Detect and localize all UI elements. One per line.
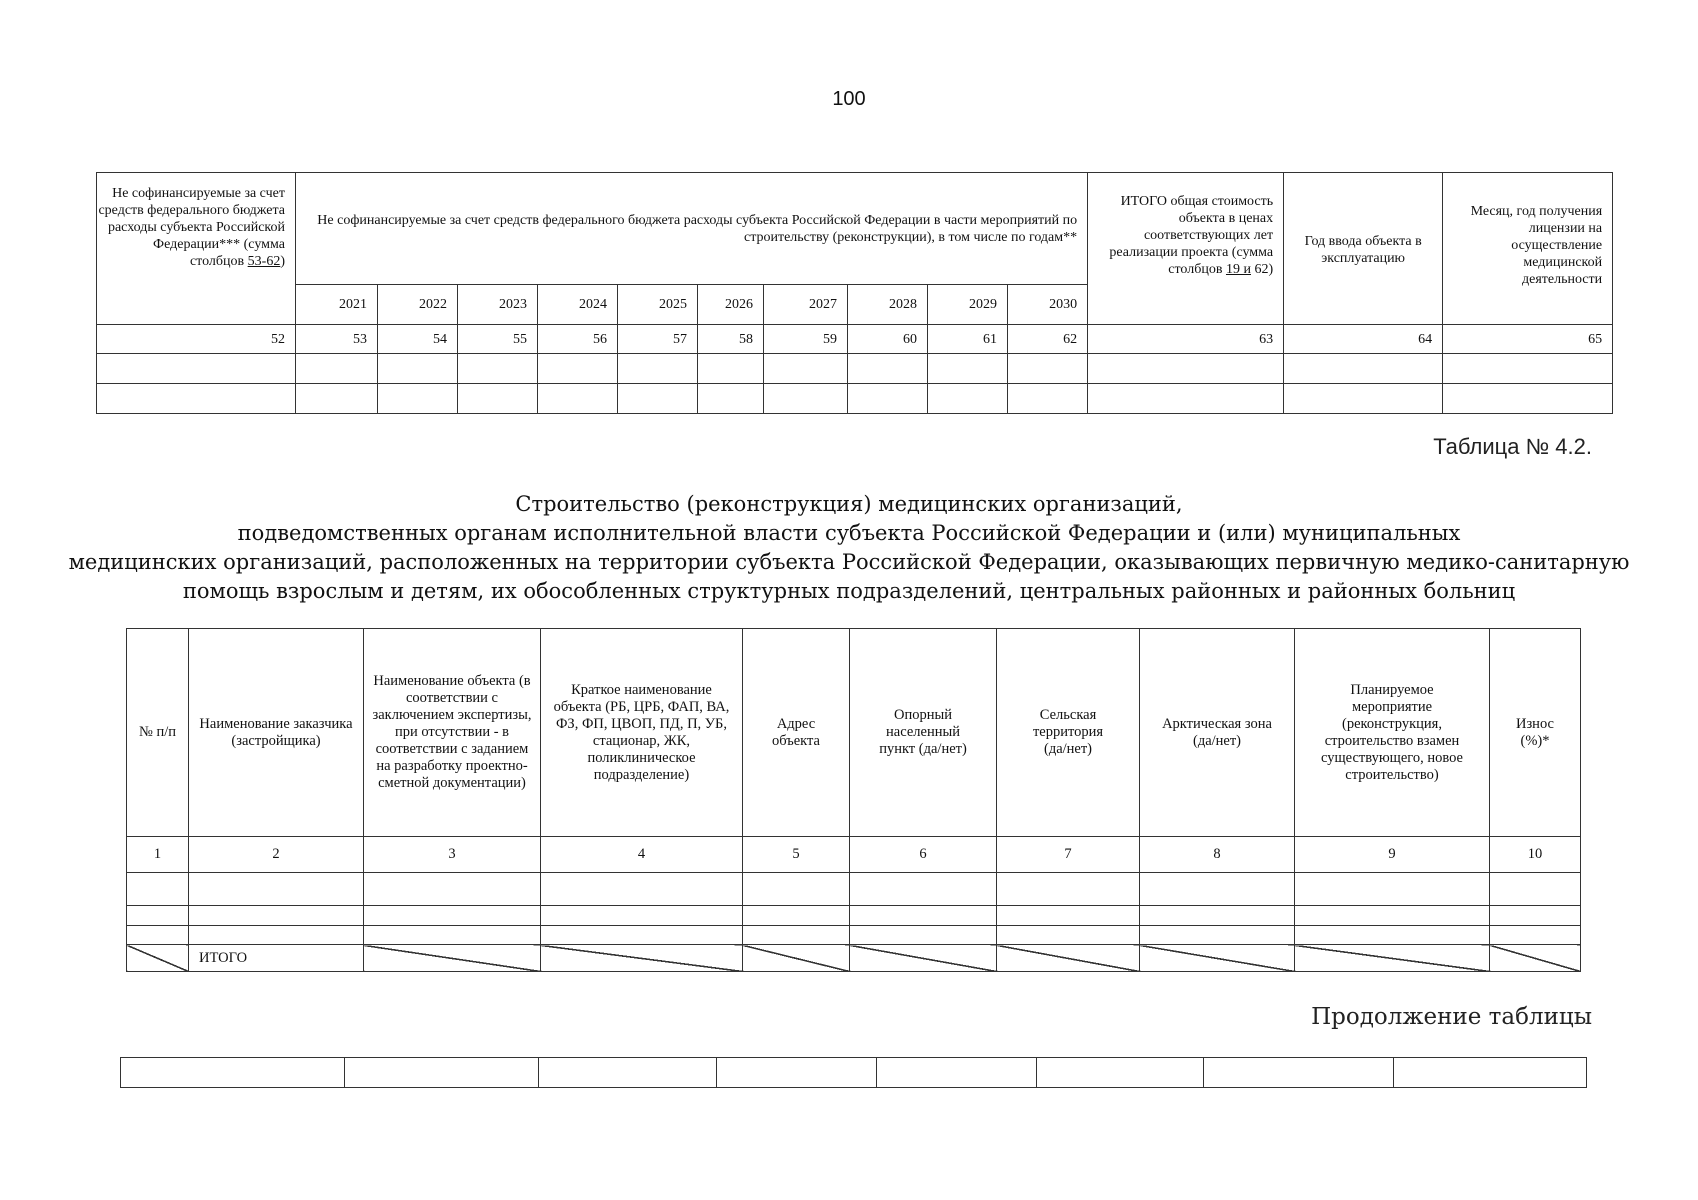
column-number: 58 [698, 325, 764, 354]
title-line: подведомственных органам исполнительной власти субъекта Российской Федерации и (или) муниципальных [237, 521, 1461, 545]
year-cell: 2029 [928, 285, 1008, 325]
continuation-label: Продолжение таблицы [1311, 1004, 1592, 1030]
year-cell: 2021 [296, 285, 378, 325]
year-cell: 2028 [848, 285, 928, 325]
column-number: 57 [618, 325, 698, 354]
table-row [97, 384, 1613, 414]
year-cell: 2025 [618, 285, 698, 325]
page-number: 100 [832, 88, 866, 110]
crossed-cell [997, 945, 1140, 972]
crossed-cell [743, 945, 850, 972]
column-number: 3 [364, 837, 541, 873]
column-number: 10 [1490, 837, 1581, 873]
header-group-years: Не софинансируемые за счет средств федерального бюджета расходы субъекта Российской Федерации в части мероприятий по строительству (реконструкции), в том числе по годам** [296, 173, 1088, 285]
header-col-52: Не софинансируемые за счет средств федерального бюджета расходы субъекта Российской Федерации*** (сумма столбцов 53-62) [97, 173, 296, 325]
column-number: 64 [1284, 325, 1443, 354]
column-number-row [97, 325, 1613, 354]
column-number: 53 [296, 325, 378, 354]
total-row [127, 945, 1581, 972]
column-number: 4 [541, 837, 743, 873]
header-arctic-zone: Арктическая зона (да/нет) [1140, 629, 1295, 837]
year-cell: 2022 [378, 285, 458, 325]
column-number: 8 [1140, 837, 1295, 873]
continuation-table [120, 1057, 1587, 1088]
header-short-name: Краткое наименование объекта (РБ, ЦРБ, ФАП, ВА, ФЗ, ФП, ЦВОП, ПД, П, УБ, стационар, ЖК, поликлиническое подразделение) [541, 629, 743, 837]
column-number: 55 [458, 325, 538, 354]
table-number-label: Таблица № 4.2. [1433, 434, 1592, 459]
year-cell: 2024 [538, 285, 618, 325]
column-number: 62 [1008, 325, 1088, 354]
column-number: 6 [850, 837, 997, 873]
column-number: 61 [928, 325, 1008, 354]
year-cell: 2030 [1008, 285, 1088, 325]
column-number: 54 [378, 325, 458, 354]
column-number: 52 [97, 325, 296, 354]
year-cell: 2023 [458, 285, 538, 325]
table-row [127, 926, 1581, 945]
header-support-settlement: Опорный населенный пункт (да/нет) [850, 629, 997, 837]
column-number: 65 [1443, 325, 1613, 354]
column-number: 60 [848, 325, 928, 354]
column-number: 2 [189, 837, 364, 873]
column-number: 9 [1295, 837, 1490, 873]
crossed-cell [541, 945, 743, 972]
column-number-row [127, 837, 1581, 873]
financing-table [96, 172, 1613, 414]
title-line: помощь взрослым и детям, их обособленных структурных подразделений, центральных районных и районных больниц [182, 579, 1516, 603]
crossed-cell [850, 945, 997, 972]
title-line: медицинских организаций, расположенных на территории субъекта Российской Федерации, оказывающих первичную медико-санитарную [68, 550, 1630, 574]
crossed-cell [127, 945, 189, 972]
header-customer: Наименование заказчика (застройщика) [189, 629, 364, 837]
header-col-65: Месяц, год получения лицензии на осуществление медицинской деятельности [1443, 173, 1613, 325]
header-object-name: Наименование объекта (в соответствии с заключением экспертизы, при отсутствии - в соответствии с заданием на разработку проектно-сметной документации) [364, 629, 541, 837]
table-row [121, 1058, 1587, 1088]
crossed-cell [1140, 945, 1295, 972]
table-row [127, 906, 1581, 926]
table-row [97, 354, 1613, 384]
column-number: 1 [127, 837, 189, 873]
header-planned-activity: Планируемое мероприятие (реконструкция, строительство взамен существующего, новое строительство) [1295, 629, 1490, 837]
crossed-cell [1295, 945, 1490, 972]
year-cell: 2027 [764, 285, 848, 325]
total-label: ИТОГО [189, 945, 364, 972]
crossed-cell [364, 945, 541, 972]
table-row [127, 873, 1581, 906]
header-wear: Износ (%)* [1490, 629, 1581, 837]
crossed-cell [1490, 945, 1581, 972]
column-number: 59 [764, 325, 848, 354]
column-number: 7 [997, 837, 1140, 873]
header-number: № п/п [127, 629, 189, 837]
table-title [0, 490, 1698, 606]
header-col-63: ИТОГО общая стоимость объекта в ценах соответствующих лет реализации проекта (сумма столбцов 19 и 62) [1088, 173, 1284, 325]
header-address: Адрес объекта [743, 629, 850, 837]
column-number: 63 [1088, 325, 1284, 354]
construction-table [126, 628, 1581, 972]
header-col-64: Год ввода объекта в эксплуатацию [1284, 173, 1443, 325]
title-line: Строительство (реконструкция) медицинских организаций, [515, 492, 1183, 516]
year-cell: 2026 [698, 285, 764, 325]
header-rural-territory: Сельская территория (да/нет) [997, 629, 1140, 837]
column-number: 5 [743, 837, 850, 873]
column-number: 56 [538, 325, 618, 354]
